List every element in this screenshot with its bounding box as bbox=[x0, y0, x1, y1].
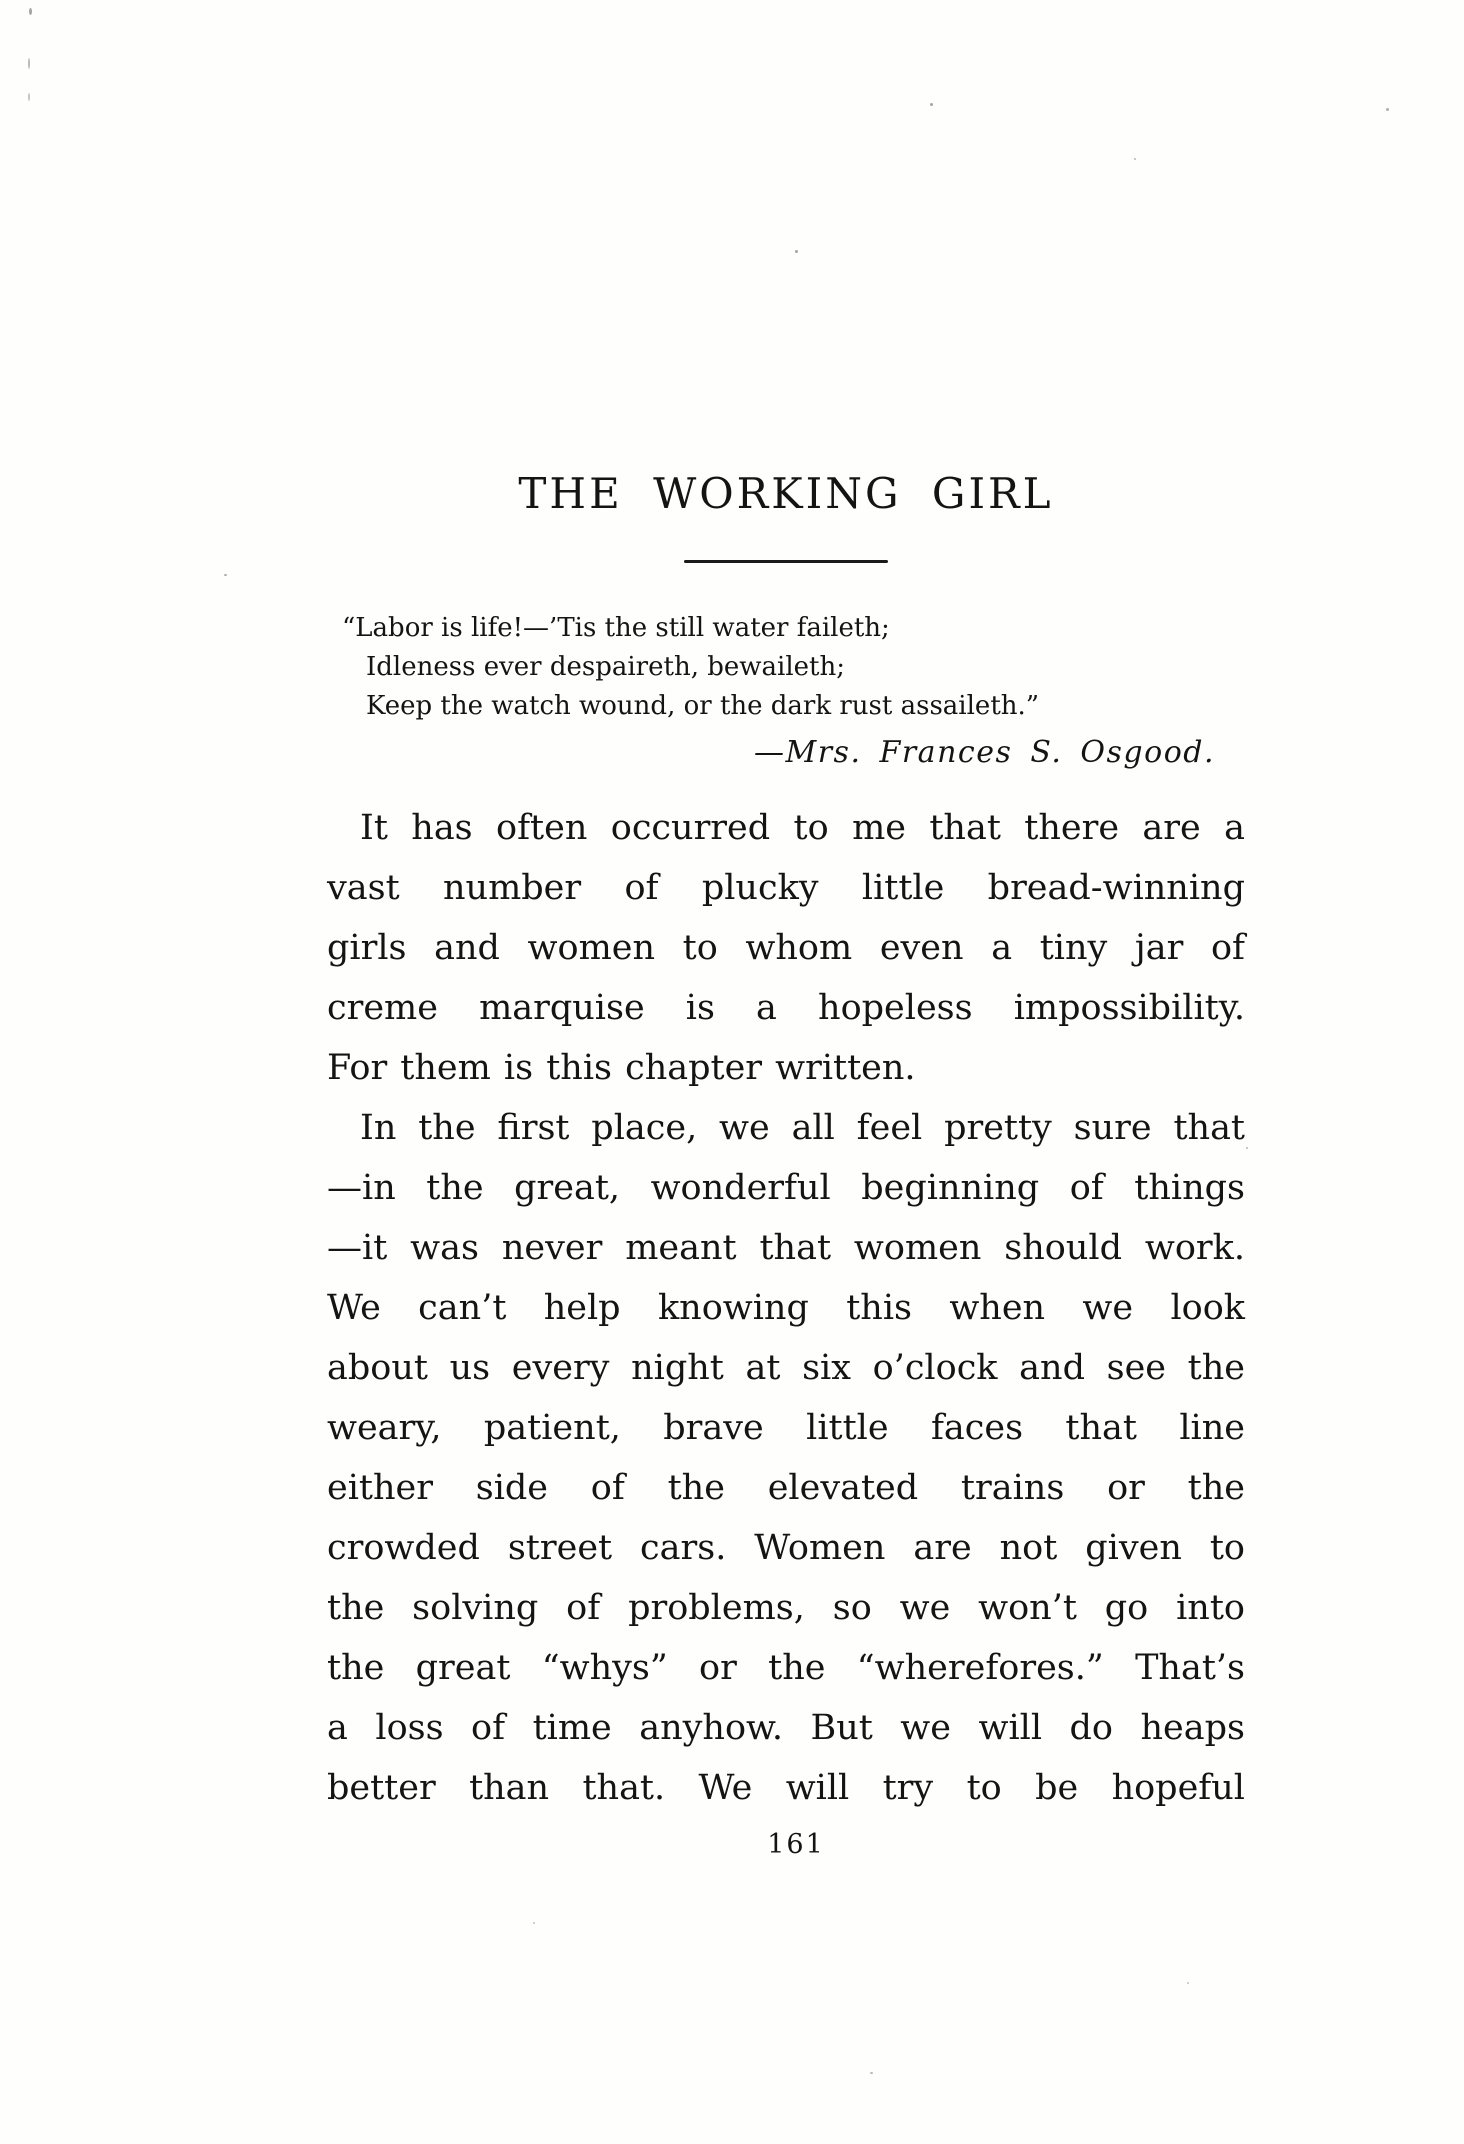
body-line: a loss of time anyhow. But we will do heaps bbox=[327, 1708, 1245, 1748]
body-line: better than that. We will try to be hopeful bbox=[327, 1768, 1245, 1808]
body-line: For them is this chapter written. bbox=[327, 1048, 916, 1088]
quote-line: Keep the watch wound, or the dark rust assaileth.” bbox=[366, 691, 1040, 721]
scan-speck bbox=[795, 250, 798, 253]
quote-line: Idleness ever despaireth, bewaileth; bbox=[366, 652, 845, 682]
body-line: girls and women to whom even a tiny jar of bbox=[327, 928, 1245, 968]
body-line: —it was never meant that women should work. bbox=[327, 1228, 1245, 1268]
epigraph-quote bbox=[342, 609, 1226, 726]
body-line: We can’t help knowing this when we look bbox=[327, 1288, 1245, 1328]
scan-speck bbox=[28, 58, 30, 69]
body-line: —in the great, wonderful beginning of things bbox=[327, 1168, 1245, 1208]
body-line: weary, patient, brave little faces that line bbox=[327, 1408, 1245, 1448]
quote-attribution: —Mrs. Frances S. Osgood. bbox=[754, 735, 1215, 770]
body-text bbox=[327, 798, 1245, 1818]
scan-speck bbox=[1187, 1982, 1189, 1984]
scan-speck bbox=[1134, 158, 1136, 160]
body-line: the solving of problems, so we won’t go into bbox=[327, 1588, 1245, 1628]
scan-speck bbox=[533, 1922, 535, 1924]
body-line: crowded street cars. Women are not given to bbox=[327, 1528, 1245, 1568]
body-line: either side of the elevated trains or the bbox=[327, 1468, 1245, 1508]
page-title: THE WORKING GIRL bbox=[518, 469, 1054, 518]
title-divider-rule bbox=[684, 560, 888, 563]
scan-speck bbox=[1246, 1147, 1248, 1149]
quote-line: “Labor is life!—’Tis the still water faileth; bbox=[342, 613, 890, 643]
body-line: In the first place, we all feel pretty sure that bbox=[360, 1108, 1245, 1148]
body-line: about us every night at six o’clock and see the bbox=[327, 1348, 1245, 1388]
body-line: It has often occurred to me that there are a bbox=[360, 808, 1245, 848]
scan-speck bbox=[930, 103, 933, 106]
scan-speck bbox=[29, 8, 32, 15]
body-line: vast number of plucky little bread-winning bbox=[327, 868, 1245, 908]
scan-speck bbox=[870, 2072, 873, 2074]
scan-speck bbox=[28, 93, 30, 101]
scan-speck bbox=[224, 574, 227, 576]
body-line: creme marquise is a hopeless impossibility. bbox=[327, 988, 1245, 1028]
scan-speck bbox=[1386, 108, 1389, 111]
page-number: 161 bbox=[767, 1829, 825, 1860]
book-page bbox=[327, 0, 1245, 2144]
body-line: the great “whys” or the “wherefores.” That’s bbox=[327, 1648, 1245, 1688]
